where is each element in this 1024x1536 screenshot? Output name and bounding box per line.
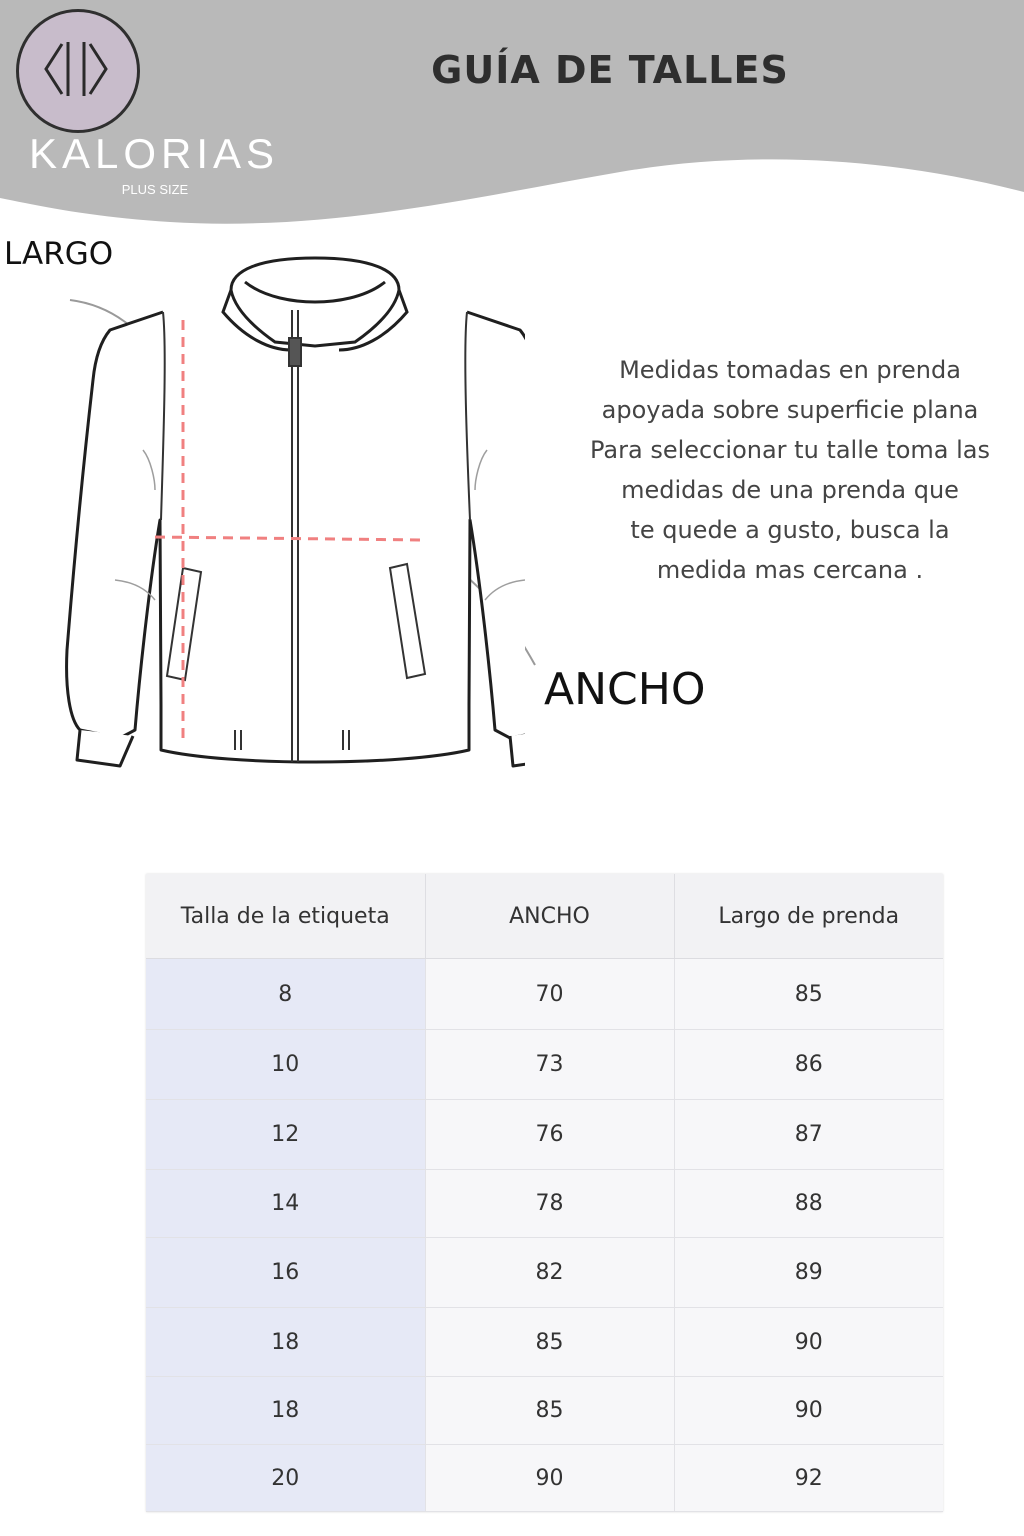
size-cell: 18 (146, 1308, 425, 1377)
length-cell: 85 (674, 959, 943, 1030)
width-cell: 73 (425, 1030, 674, 1100)
brand-name: KALORIAS (28, 130, 280, 177)
length-cell: 90 (674, 1377, 943, 1445)
largo-label: LARGO (4, 236, 114, 272)
instruction-line: Medidas tomadas en prenda (619, 356, 961, 384)
size-cell: 18 (146, 1377, 425, 1445)
width-cell: 85 (425, 1308, 674, 1377)
width-cell: 76 (425, 1100, 674, 1170)
size-cell: 12 (146, 1100, 425, 1170)
width-cell: 82 (425, 1238, 674, 1308)
jacket-illustration (55, 250, 525, 770)
length-cell: 86 (674, 1030, 943, 1100)
table-row (146, 1238, 943, 1308)
table-row (146, 1377, 943, 1445)
width-cell: 78 (425, 1170, 674, 1238)
length-cell: 89 (674, 1238, 943, 1308)
size-cell: 14 (146, 1170, 425, 1238)
width-cell: 90 (425, 1445, 674, 1512)
table-row (146, 1308, 943, 1377)
column-header-size: Talla de la etiqueta (146, 874, 425, 959)
width-cell: 70 (425, 959, 674, 1030)
instruction-line: Para seleccionar tu talle toma las (590, 436, 990, 464)
table-row (146, 1445, 943, 1512)
length-cell: 92 (674, 1445, 943, 1512)
width-cell: 85 (425, 1377, 674, 1445)
instruction-line: te quede a gusto, busca la (630, 516, 950, 544)
size-cell: 8 (146, 959, 425, 1030)
measuring-instructions (560, 350, 1020, 590)
brand-subtitle: PLUS SIZE (121, 182, 189, 197)
table-row (146, 1100, 943, 1170)
table-header-row (146, 874, 943, 959)
table-row (146, 1030, 943, 1100)
size-cell: 10 (146, 1030, 425, 1100)
table-row (146, 1170, 943, 1238)
size-cell: 20 (146, 1445, 425, 1512)
ancho-label: ANCHO (544, 664, 706, 715)
size-cell: 16 (146, 1238, 425, 1308)
page-title: GUÍA DE TALLES (431, 48, 789, 92)
instruction-line: apoyada sobre superficie plana (601, 396, 979, 424)
column-header-width: ANCHO (425, 874, 674, 959)
length-cell: 87 (674, 1100, 943, 1170)
length-cell: 90 (674, 1308, 943, 1377)
size-table (146, 874, 943, 1512)
table-row (146, 959, 943, 1030)
instruction-line: medida mas cercana . (656, 556, 924, 584)
instruction-line: medidas de una prenda que (621, 476, 959, 504)
column-header-length: Largo de prenda (674, 874, 943, 959)
length-cell: 88 (674, 1170, 943, 1238)
